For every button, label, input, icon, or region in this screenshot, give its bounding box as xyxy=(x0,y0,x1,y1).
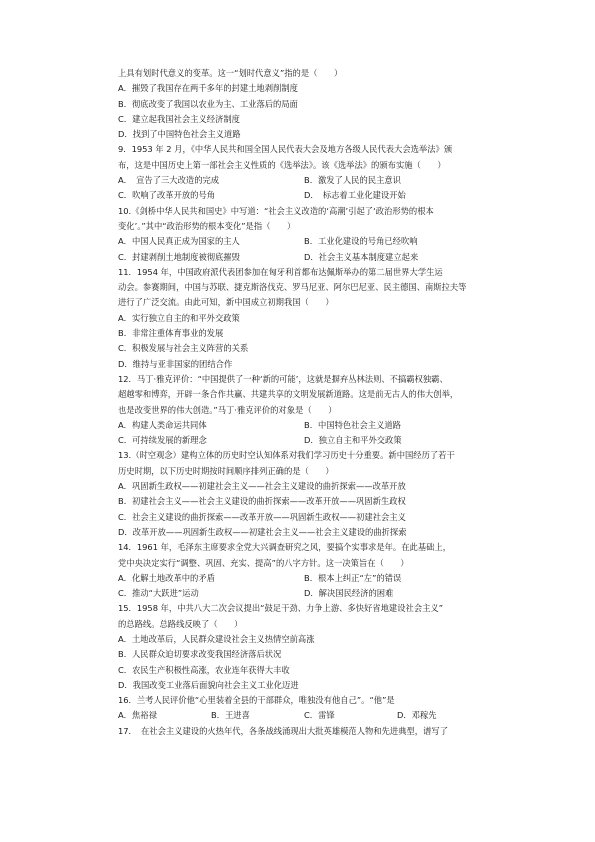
option-a: A．化解土地改革中的矛盾 xyxy=(118,572,215,583)
option-row xyxy=(118,188,490,203)
question-14 xyxy=(118,540,490,601)
option-d: D．社会主义基本制度建立起来 xyxy=(304,251,419,262)
option-d: D． 标志着工业化建设开始 xyxy=(304,190,406,201)
option-c: C．封建剥削土地制度被彻底摧毁 xyxy=(118,251,240,262)
question-stem-line-2: 变化’。”其中“政治形势的根本变化”是指（ ） xyxy=(118,220,296,231)
question-stem-line-1: 11．1954 年，中国政府派代表团参加在匈牙利首都布达佩斯举办的第二届世界大学生运 xyxy=(118,266,443,277)
option-d: D．我国改变工业落后面貌向社会主义工业化迈进 xyxy=(118,679,299,690)
question-9 xyxy=(118,142,490,203)
option-c: C．社会主义建设的曲折探索——改革开放——巩固新生政权——初建社会主义 xyxy=(118,511,406,522)
question-17 xyxy=(118,724,490,739)
question-stem-line-1: 10.《剑桥中华人民共和国史》中写道：“社会主义改造的‘高潮’引起了‘政治形势的根本 xyxy=(118,205,434,216)
option-row xyxy=(118,433,490,448)
option-b: B．彻底改变了我国以农业为主、工业落后的局面 xyxy=(118,98,298,109)
option-row xyxy=(118,708,490,723)
question-11 xyxy=(118,265,490,372)
question-stem-line-1: 9．1953 年 2 月，《中华人民共和国全国人民代表大会及地方各级人民代表大会选举法》颁 xyxy=(118,144,453,155)
question-10 xyxy=(118,204,490,265)
option-b: B．初建社会主义——社会主义建设的曲折探索——改革开放——巩固新生政权 xyxy=(118,496,406,507)
question-stem-line-1: 13.（时空观念）建构立体的历史时空认知体系对我们学习历史十分重要。新中国经历了若干 xyxy=(118,450,455,461)
question-stem: 上具有划时代意义的变革。这一“划时代意义”指的是（ ） xyxy=(118,68,343,78)
question-stem-line-2: 党中央决定实行“调整、巩固、充实、提高”的八字方针。这一决策旨在（ ） xyxy=(118,557,409,568)
option-c: C．吹响了改革开放的号角 xyxy=(118,190,216,201)
option-c: C．建立起我国社会主义经济制度 xyxy=(118,113,240,124)
option-b: B．工业化建设的号角已经吹响 xyxy=(304,236,418,247)
question-stem-line-1: 17． 在社会主义建设的火热年代，各条战线涌现出大批英雄模范人物和先进典型，谱写了 xyxy=(118,725,448,736)
option-b: B．中国特色社会主义道路 xyxy=(304,419,401,430)
option-row xyxy=(118,173,490,188)
question-16 xyxy=(118,693,490,724)
option-a: A．摧毁了我国存在两千多年的封建土地剥削制度 xyxy=(118,83,298,94)
question-stem-line-2: 的总路线。总路线反映了（ ） xyxy=(118,618,243,629)
option-c: C．雷锋 xyxy=(304,710,335,721)
option-d: D．维持与亚非国家的团结合作 xyxy=(118,358,233,369)
option-row xyxy=(118,418,490,433)
option-b: B．根本上纠正“左”的错误 xyxy=(304,572,402,583)
option-d: D．邓稼先 xyxy=(397,710,437,721)
question-stem-line-1: 12．马丁·雅克评价：“中国提供了一种‘新的可能’，这就是摒弃丛林法则、不搞霸权独霸、 xyxy=(118,373,448,384)
option-b: B．王进喜 xyxy=(211,710,250,721)
option-a: A．土地改革后，人民群众建设社会主义热情空前高涨 xyxy=(118,633,315,644)
option-row xyxy=(118,250,490,265)
question-stem-line-2: 布，这是中国历史上第一部社会主义性质的《选举法》。该《选举法》的颁布实施（ ） xyxy=(118,159,446,170)
question-stem-line-1: 15．1958 年，中共八大二次会议提出“鼓足干劲、力争上游、多快好省地建设社会主义” xyxy=(118,603,444,614)
option-c: C．可持续发展的新理念 xyxy=(118,435,207,446)
question-15 xyxy=(118,601,490,693)
option-a: A．实行独立自主的和平外交政策 xyxy=(118,312,240,323)
option-c: C．推动“大跃进”运动 xyxy=(118,588,199,599)
option-c: C．积极发展与社会主义阵营的关系 xyxy=(118,343,249,354)
option-a: A． 宣告了三大改造的完成 xyxy=(118,175,220,186)
question-8 xyxy=(118,66,490,142)
question-12 xyxy=(118,372,490,448)
question-13 xyxy=(118,448,490,540)
question-stem-line-3: 也是改变世界的伟大创造。”马丁·雅克评价的对象是（ ） xyxy=(118,404,337,415)
question-stem-line-2: 历史时期，以下历史时期按时间顺序排列正确的是（ ） xyxy=(118,465,334,476)
question-stem: 16．兰考人民评价他“心里装着全县的干部群众，唯独没有他自己”。“他”是 xyxy=(118,695,395,706)
question-stem-line-2: 动会。参赛期间，中国与苏联、捷克斯洛伐克、罗马尼亚、阿尔巴尼亚、民主德国、南斯拉夫等 xyxy=(118,282,467,293)
question-stem-line-1: 14．1961 年，毛泽东主席要求全党大兴调查研究之风，要搞个实事求是年。在此基础上， xyxy=(118,542,452,553)
exam-page xyxy=(118,66,490,739)
option-d: D．独立自主和平外交政策 xyxy=(304,435,402,446)
option-b: B．非常注重体育事业的发展 xyxy=(118,328,224,339)
option-d: D．找到了中国特色社会主义道路 xyxy=(118,129,241,140)
option-c: C．农民生产积极性高涨，农业连年获得大丰收 xyxy=(118,664,290,675)
option-d: D．改革开放——巩固新生政权——初建社会主义——社会主义建设的曲折探索 xyxy=(118,526,407,537)
option-row xyxy=(118,234,490,249)
option-row xyxy=(118,586,490,601)
option-a: A．构建人类命运共同体 xyxy=(118,419,207,430)
option-a: A．巩固新生政权——初建社会主义——社会主义建设的曲折探索——改革开放 xyxy=(118,481,406,492)
option-d: D．解决国民经济的困难 xyxy=(304,588,394,599)
option-b: B．人民群众迫切要求改变我国经济落后状况 xyxy=(118,649,282,660)
option-b: B．激发了人民的民主意识 xyxy=(304,175,401,186)
question-stem-line-3: 进行了广泛交流。由此可知，新中国成立初期我国（ ） xyxy=(118,297,334,308)
option-a: A．焦裕禄 xyxy=(118,710,157,721)
option-row xyxy=(118,571,490,586)
question-stem-line-2: 超越零和博弈，开辟一条合作共赢、共建共享的文明发展新道路。这是前无古人的伟大创举， xyxy=(118,389,459,400)
option-a: A．中国人民真正成为国家的主人 xyxy=(118,236,240,247)
